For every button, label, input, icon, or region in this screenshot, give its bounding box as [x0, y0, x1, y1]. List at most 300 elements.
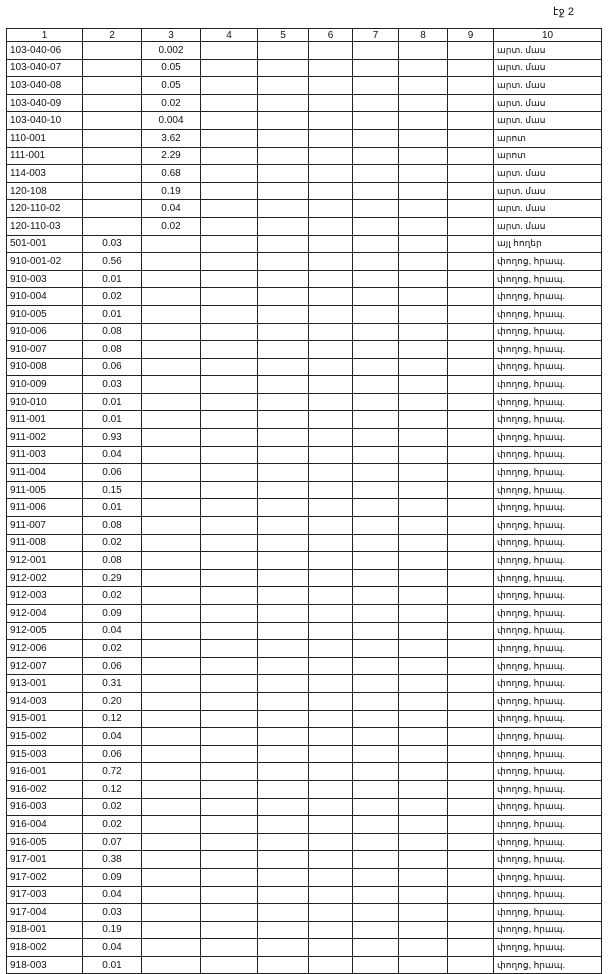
col6-cell	[309, 235, 353, 253]
col6-cell	[309, 868, 353, 886]
col8-cell	[399, 904, 448, 922]
col9-cell	[448, 552, 494, 570]
col5-cell	[258, 305, 309, 323]
col3-value: 0.04	[142, 200, 201, 218]
col6-cell	[309, 446, 353, 464]
col2-value: 0.08	[83, 323, 142, 341]
col6-cell	[309, 904, 353, 922]
table-row	[7, 94, 602, 112]
col2-value: 0.15	[83, 481, 142, 499]
col3-value: 0.68	[142, 165, 201, 183]
col4-cell	[201, 939, 258, 957]
col9-cell	[448, 763, 494, 781]
col5-cell	[258, 851, 309, 869]
col7-cell	[353, 288, 399, 306]
parcel-code: 915-002	[7, 728, 83, 746]
parcel-code: 120-110-02	[7, 200, 83, 218]
col9-cell	[448, 341, 494, 359]
col9-cell	[448, 904, 494, 922]
parcel-code: 916-003	[7, 798, 83, 816]
land-use-note: փողոց, հրապ.	[494, 640, 602, 658]
col9-cell	[448, 939, 494, 957]
col4-cell	[201, 323, 258, 341]
col5-cell	[258, 780, 309, 798]
col3-value	[142, 710, 201, 728]
col2-value: 0.12	[83, 710, 142, 728]
table-row	[7, 833, 602, 851]
col7-cell	[353, 376, 399, 394]
col2-value: 0.72	[83, 763, 142, 781]
col9-cell	[448, 182, 494, 200]
col3-value	[142, 675, 201, 693]
col4-cell	[201, 851, 258, 869]
col7-cell	[353, 59, 399, 77]
col8-cell	[399, 956, 448, 974]
col8-cell	[399, 780, 448, 798]
col7-cell	[353, 605, 399, 623]
col5-cell	[258, 270, 309, 288]
col9-cell	[448, 569, 494, 587]
col8-cell	[399, 147, 448, 165]
table-row	[7, 868, 602, 886]
col5-cell	[258, 376, 309, 394]
col5-cell	[258, 657, 309, 675]
land-use-note: փողոց, հրապ.	[494, 358, 602, 376]
col2-value: 0.09	[83, 605, 142, 623]
col3-value	[142, 481, 201, 499]
col5-cell	[258, 816, 309, 834]
parcel-code: 911-002	[7, 429, 83, 447]
col3-value: 0.02	[142, 217, 201, 235]
parcel-code: 103-040-07	[7, 59, 83, 77]
parcel-code: 120-108	[7, 182, 83, 200]
col2-value: 0.08	[83, 517, 142, 535]
col5-cell	[258, 904, 309, 922]
col6-cell	[309, 657, 353, 675]
header-col-5: 5	[258, 29, 309, 42]
col3-value: 0.004	[142, 112, 201, 130]
col9-cell	[448, 499, 494, 517]
col3-value	[142, 499, 201, 517]
land-use-note: արտ. մաս	[494, 182, 602, 200]
col5-cell	[258, 288, 309, 306]
col5-cell	[258, 341, 309, 359]
col7-cell	[353, 411, 399, 429]
parcel-code: 910-006	[7, 323, 83, 341]
col5-cell	[258, 147, 309, 165]
table-row	[7, 816, 602, 834]
parcel-code: 910-001-02	[7, 253, 83, 271]
table-row	[7, 77, 602, 95]
col2-value: 0.93	[83, 429, 142, 447]
parcel-code: 103-040-10	[7, 112, 83, 130]
col3-value: 0.02	[142, 94, 201, 112]
col8-cell	[399, 446, 448, 464]
col5-cell	[258, 517, 309, 535]
col9-cell	[448, 305, 494, 323]
col4-cell	[201, 464, 258, 482]
col4-cell	[201, 112, 258, 130]
col7-cell	[353, 358, 399, 376]
col3-value: 0.002	[142, 42, 201, 60]
col6-cell	[309, 393, 353, 411]
col3-value	[142, 851, 201, 869]
table-row	[7, 464, 602, 482]
col5-cell	[258, 675, 309, 693]
land-use-note: փողոց, հրապ.	[494, 763, 602, 781]
col5-cell	[258, 112, 309, 130]
col4-cell	[201, 640, 258, 658]
col4-cell	[201, 42, 258, 60]
col7-cell	[353, 429, 399, 447]
col6-cell	[309, 605, 353, 623]
col8-cell	[399, 94, 448, 112]
col8-cell	[399, 605, 448, 623]
parcel-code: 917-003	[7, 886, 83, 904]
col8-cell	[399, 411, 448, 429]
col9-cell	[448, 429, 494, 447]
col7-cell	[353, 499, 399, 517]
col7-cell	[353, 904, 399, 922]
col9-cell	[448, 411, 494, 429]
col2-value: 0.04	[83, 886, 142, 904]
table-row	[7, 692, 602, 710]
land-use-note: փողոց, հրապ.	[494, 816, 602, 834]
col2-value: 0.38	[83, 851, 142, 869]
col7-cell	[353, 710, 399, 728]
col5-cell	[258, 358, 309, 376]
col2-value: 0.31	[83, 675, 142, 693]
parcel-code: 916-005	[7, 833, 83, 851]
parcel-code: 910-008	[7, 358, 83, 376]
col9-cell	[448, 481, 494, 499]
table-row	[7, 147, 602, 165]
parcel-code: 501-001	[7, 235, 83, 253]
col3-value: 2.29	[142, 147, 201, 165]
col9-cell	[448, 94, 494, 112]
col7-cell	[353, 112, 399, 130]
parcel-code: 918-003	[7, 956, 83, 974]
header-col-2: 2	[83, 29, 142, 42]
col9-cell	[448, 129, 494, 147]
table-row	[7, 446, 602, 464]
land-use-note: փողոց, հրապ.	[494, 305, 602, 323]
land-use-note: փողոց, հրապ.	[494, 253, 602, 271]
table-row	[7, 376, 602, 394]
col2-value	[83, 182, 142, 200]
col4-cell	[201, 816, 258, 834]
col5-cell	[258, 77, 309, 95]
col4-cell	[201, 622, 258, 640]
parcel-code: 910-009	[7, 376, 83, 394]
col3-value	[142, 270, 201, 288]
table-row	[7, 939, 602, 957]
parcel-code: 911-003	[7, 446, 83, 464]
col5-cell	[258, 446, 309, 464]
table-row	[7, 270, 602, 288]
col4-cell	[201, 270, 258, 288]
col4-cell	[201, 288, 258, 306]
col6-cell	[309, 411, 353, 429]
land-use-note: փողոց, հրապ.	[494, 851, 602, 869]
col9-cell	[448, 745, 494, 763]
land-use-note: փողոց, հրապ.	[494, 393, 602, 411]
col7-cell	[353, 851, 399, 869]
col8-cell	[399, 499, 448, 517]
col7-cell	[353, 517, 399, 535]
col7-cell	[353, 956, 399, 974]
col6-cell	[309, 165, 353, 183]
header-col-6: 6	[309, 29, 353, 42]
land-use-note: փողոց, հրապ.	[494, 552, 602, 570]
header-col-10: 10	[494, 29, 602, 42]
col4-cell	[201, 217, 258, 235]
col3-value	[142, 393, 201, 411]
col8-cell	[399, 710, 448, 728]
col4-cell	[201, 182, 258, 200]
col6-cell	[309, 200, 353, 218]
land-use-note: փողոց, հրապ.	[494, 376, 602, 394]
col3-value	[142, 763, 201, 781]
table-row	[7, 622, 602, 640]
col7-cell	[353, 235, 399, 253]
col6-cell	[309, 358, 353, 376]
col2-value: 0.01	[83, 393, 142, 411]
table-row	[7, 42, 602, 60]
col4-cell	[201, 675, 258, 693]
col8-cell	[399, 692, 448, 710]
col5-cell	[258, 745, 309, 763]
col8-cell	[399, 112, 448, 130]
col8-cell	[399, 939, 448, 957]
col8-cell	[399, 657, 448, 675]
col6-cell	[309, 956, 353, 974]
table-row	[7, 129, 602, 147]
col9-cell	[448, 42, 494, 60]
col2-value: 0.12	[83, 780, 142, 798]
col5-cell	[258, 393, 309, 411]
col2-value: 0.08	[83, 341, 142, 359]
table-row	[7, 710, 602, 728]
col4-cell	[201, 605, 258, 623]
col3-value	[142, 956, 201, 974]
col2-value: 0.03	[83, 376, 142, 394]
col4-cell	[201, 569, 258, 587]
col2-value: 0.01	[83, 411, 142, 429]
col8-cell	[399, 622, 448, 640]
col6-cell	[309, 886, 353, 904]
col9-cell	[448, 446, 494, 464]
col2-value: 0.04	[83, 728, 142, 746]
col7-cell	[353, 253, 399, 271]
col8-cell	[399, 552, 448, 570]
col8-cell	[399, 376, 448, 394]
col4-cell	[201, 780, 258, 798]
col2-value	[83, 94, 142, 112]
col7-cell	[353, 217, 399, 235]
col6-cell	[309, 323, 353, 341]
col2-value: 0.02	[83, 288, 142, 306]
col9-cell	[448, 517, 494, 535]
col6-cell	[309, 552, 353, 570]
land-use-note: արտ. մաս	[494, 94, 602, 112]
col9-cell	[448, 798, 494, 816]
col3-value	[142, 587, 201, 605]
parcel-code: 103-040-09	[7, 94, 83, 112]
col6-cell	[309, 569, 353, 587]
col3-value	[142, 605, 201, 623]
col8-cell	[399, 200, 448, 218]
col7-cell	[353, 147, 399, 165]
col4-cell	[201, 552, 258, 570]
col6-cell	[309, 341, 353, 359]
table-row	[7, 112, 602, 130]
col3-value	[142, 552, 201, 570]
land-use-note: փողոց, հրապ.	[494, 657, 602, 675]
land-use-note: փողոց, հրապ.	[494, 710, 602, 728]
col9-cell	[448, 288, 494, 306]
col8-cell	[399, 235, 448, 253]
col9-cell	[448, 464, 494, 482]
col3-value	[142, 640, 201, 658]
col2-value: 0.01	[83, 305, 142, 323]
col2-value: 0.56	[83, 253, 142, 271]
land-use-note: արտ. մաս	[494, 200, 602, 218]
col2-value: 0.03	[83, 235, 142, 253]
col5-cell	[258, 622, 309, 640]
land-use-note: արոտ	[494, 129, 602, 147]
col8-cell	[399, 182, 448, 200]
col9-cell	[448, 393, 494, 411]
col4-cell	[201, 358, 258, 376]
col7-cell	[353, 94, 399, 112]
col6-cell	[309, 921, 353, 939]
parcel-code: 912-007	[7, 657, 83, 675]
table-row	[7, 59, 602, 77]
land-use-note: փողոց, հրապ.	[494, 798, 602, 816]
col3-value	[142, 780, 201, 798]
table-row	[7, 288, 602, 306]
table-row	[7, 921, 602, 939]
col3-value	[142, 305, 201, 323]
header-col-8: 8	[399, 29, 448, 42]
col2-value: 0.02	[83, 640, 142, 658]
land-use-note: փողոց, հրապ.	[494, 288, 602, 306]
col2-value: 0.06	[83, 358, 142, 376]
land-use-note: փողոց, հրապ.	[494, 464, 602, 482]
col3-value	[142, 921, 201, 939]
col5-cell	[258, 165, 309, 183]
col8-cell	[399, 59, 448, 77]
col6-cell	[309, 728, 353, 746]
col4-cell	[201, 534, 258, 552]
land-use-note: փողոց, հրապ.	[494, 692, 602, 710]
col2-value: 0.07	[83, 833, 142, 851]
col9-cell	[448, 323, 494, 341]
col2-value: 0.19	[83, 921, 142, 939]
col6-cell	[309, 464, 353, 482]
col9-cell	[448, 692, 494, 710]
col7-cell	[353, 200, 399, 218]
col6-cell	[309, 270, 353, 288]
col5-cell	[258, 429, 309, 447]
col6-cell	[309, 587, 353, 605]
col9-cell	[448, 868, 494, 886]
col2-value: 0.02	[83, 534, 142, 552]
col2-value	[83, 217, 142, 235]
table-row	[7, 780, 602, 798]
col3-value	[142, 745, 201, 763]
land-use-note: փողոց, հրապ.	[494, 868, 602, 886]
col3-value	[142, 569, 201, 587]
col4-cell	[201, 657, 258, 675]
parcel-code: 913-001	[7, 675, 83, 693]
col4-cell	[201, 692, 258, 710]
col4-cell	[201, 429, 258, 447]
col5-cell	[258, 411, 309, 429]
col6-cell	[309, 622, 353, 640]
col5-cell	[258, 939, 309, 957]
col7-cell	[353, 833, 399, 851]
parcel-code: 912-005	[7, 622, 83, 640]
col5-cell	[258, 605, 309, 623]
table-row	[7, 393, 602, 411]
col5-cell	[258, 94, 309, 112]
land-use-note: փողոց, հրապ.	[494, 939, 602, 957]
col4-cell	[201, 253, 258, 271]
col5-cell	[258, 59, 309, 77]
col3-value: 3.62	[142, 129, 201, 147]
col2-value: 0.20	[83, 692, 142, 710]
header-col-3: 3	[142, 29, 201, 42]
col9-cell	[448, 270, 494, 288]
col6-cell	[309, 816, 353, 834]
col7-cell	[353, 622, 399, 640]
col6-cell	[309, 798, 353, 816]
header-col-7: 7	[353, 29, 399, 42]
col4-cell	[201, 393, 258, 411]
col7-cell	[353, 587, 399, 605]
land-use-note: փողոց, հրապ.	[494, 534, 602, 552]
col7-cell	[353, 393, 399, 411]
col6-cell	[309, 59, 353, 77]
col6-cell	[309, 534, 353, 552]
land-use-note: այլ հողեր	[494, 235, 602, 253]
col6-cell	[309, 833, 353, 851]
header-col-1: 1	[7, 29, 83, 42]
header-col-4: 4	[201, 29, 258, 42]
col2-value	[83, 77, 142, 95]
col5-cell	[258, 499, 309, 517]
col8-cell	[399, 129, 448, 147]
parcel-code: 912-006	[7, 640, 83, 658]
col9-cell	[448, 77, 494, 95]
col2-value: 0.02	[83, 798, 142, 816]
parcel-code: 911-005	[7, 481, 83, 499]
land-use-note: փողոց, հրապ.	[494, 569, 602, 587]
col3-value	[142, 657, 201, 675]
col2-value: 0.06	[83, 464, 142, 482]
parcel-code: 912-004	[7, 605, 83, 623]
col8-cell	[399, 464, 448, 482]
col4-cell	[201, 305, 258, 323]
col3-value: 0.05	[142, 77, 201, 95]
header-col-9: 9	[448, 29, 494, 42]
col5-cell	[258, 464, 309, 482]
col5-cell	[258, 886, 309, 904]
table-row	[7, 165, 602, 183]
col3-value	[142, 886, 201, 904]
